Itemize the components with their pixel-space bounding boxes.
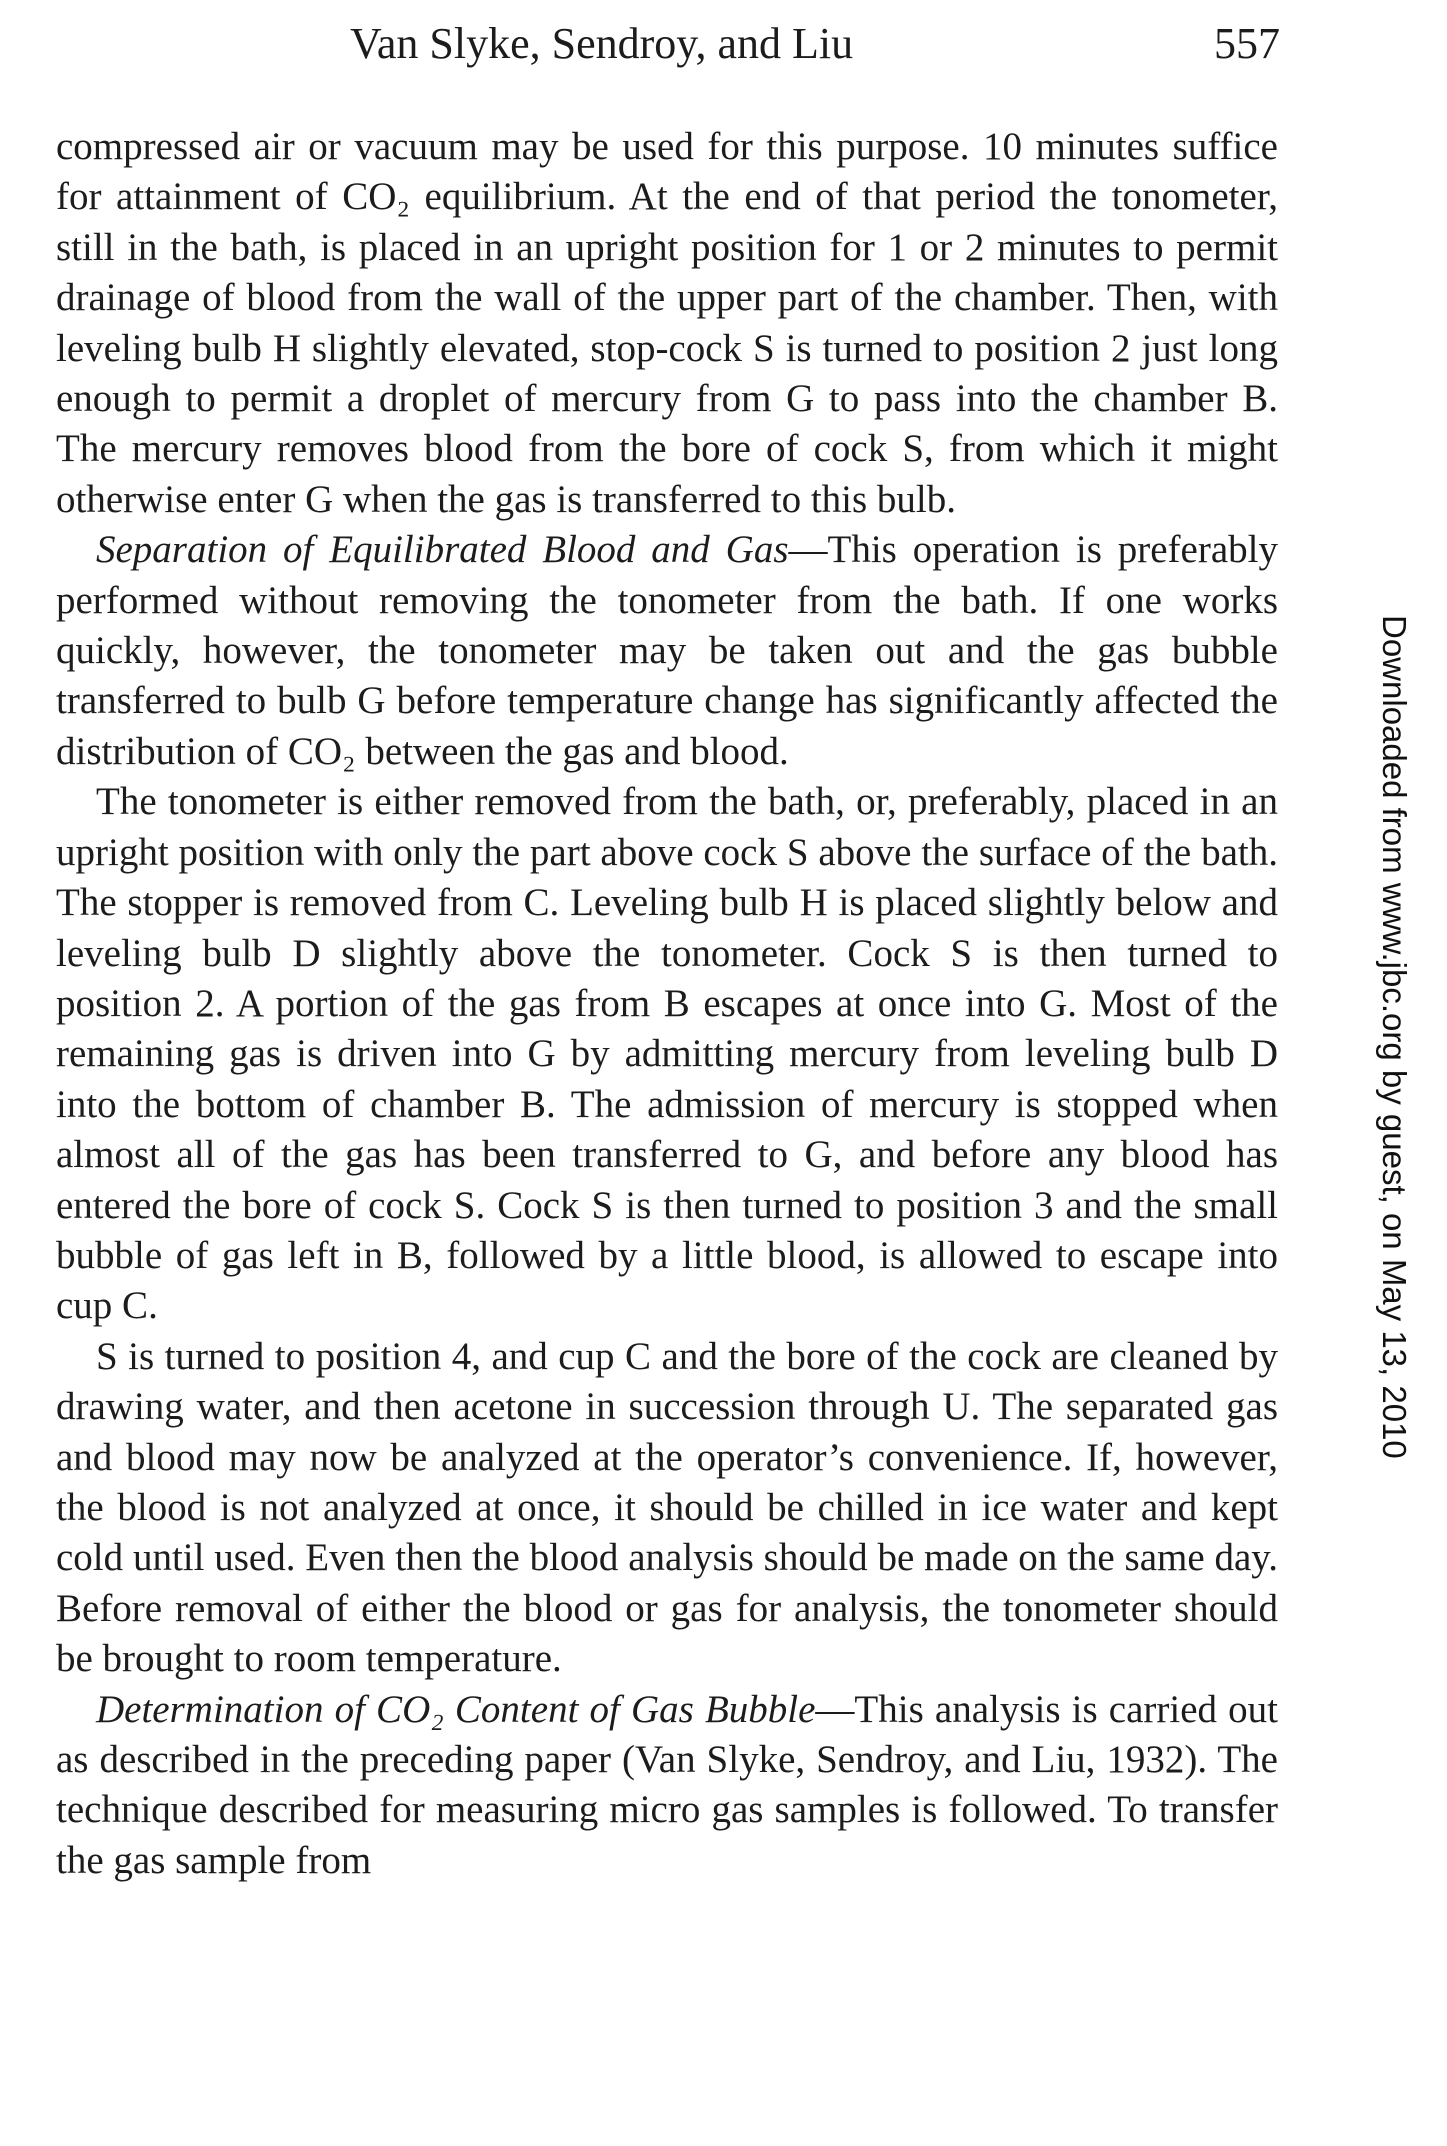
- paragraph-1-text: compressed air or vacuum may be used for this purpose. 10 minutes suffice for attainment of CO₂ equilibrium. At the end of that period the tonometer, still in the bath, is placed in an upright position for 1 or 2 minutes to permit drainage of blood from the wall of the upper part of the chamber. Then, with leveling bulb H slightly elevated, stop-cock S is turned to position 2 just long enough to permit a droplet of mercury from G to pass into the chamber B. The mercury removes blood from the bore of cock S, from which it might otherwise enter G when the gas is transferred to this bulb.: [56, 125, 1278, 521]
- paragraph-4: [56, 1332, 1278, 1685]
- paragraph-1: [56, 122, 1278, 525]
- running-head-authors: Van Slyke, Sendroy, and Liu: [350, 19, 854, 68]
- page-number: 557: [1214, 19, 1280, 68]
- section-heading-separation: Separation of Equilibrated Blood and Gas: [96, 528, 789, 572]
- body-text: [56, 122, 1278, 1886]
- paragraph-4-text: S is turned to position 4, and cup C and the bore of the cock are cleaned by drawing water, and then acetone in succession through U. The separated gas and blood may now be analyzed at the operator’s convenience. If, however, the blood is not analyzed at once, it should be chilled in ice water and kept cold until used. Even then the blood analysis should be made on the same day. Before removal of either the blood or gas for analysis, the tonometer should be brought to room temperature.: [56, 1334, 1278, 1681]
- paragraph-3-text: The tonometer is either removed from the bath, or, preferably, placed in an upright position with only the part above cock S above the surface of the bath. The stopper is removed from C. Leveling bulb H is placed slightly below and leveling bulb D slightly above the tonometer. Cock S is then turned to position 2. A portion of the gas from B escapes at once into G. Most of the remaining gas is driven into G by admitting mercury from leveling bulb D into the bottom of chamber B. The admission of mercury is stopped when almost all of the gas has been transferred to G, and before any blood has entered the bore of cock S. Cock S is then turned to position 3 and the small bubble of gas left in B, followed by a little blood, is allowed to escape into cup C.: [56, 780, 1278, 1328]
- running-head: [60, 14, 1280, 74]
- download-watermark: Downloaded from www.jbc.org by guest, on May 13, 2010: [1376, 615, 1413, 1459]
- section-heading-determination: Determination of CO₂ Content of Gas Bubble: [96, 1687, 816, 1731]
- paragraph-5-text: —This analysis is carried out as described in the preceding paper (Van Slyke, Sendroy, and Liu, 1932). The technique described for measuring micro gas samples is followed. To transfer the gas sample from: [56, 1687, 1278, 1882]
- paragraph-3: [56, 777, 1278, 1331]
- paragraph-2: [56, 525, 1278, 777]
- paragraph-2-text: —This operation is preferably performed without removing the tonometer from the bath. If one works quickly, however, the tonometer may be taken out and the gas bubble transferred to bulb G before temperature change has significantly affected the distribution of CO₂ between the gas and blood.: [56, 528, 1278, 773]
- paragraph-5: [56, 1685, 1278, 1887]
